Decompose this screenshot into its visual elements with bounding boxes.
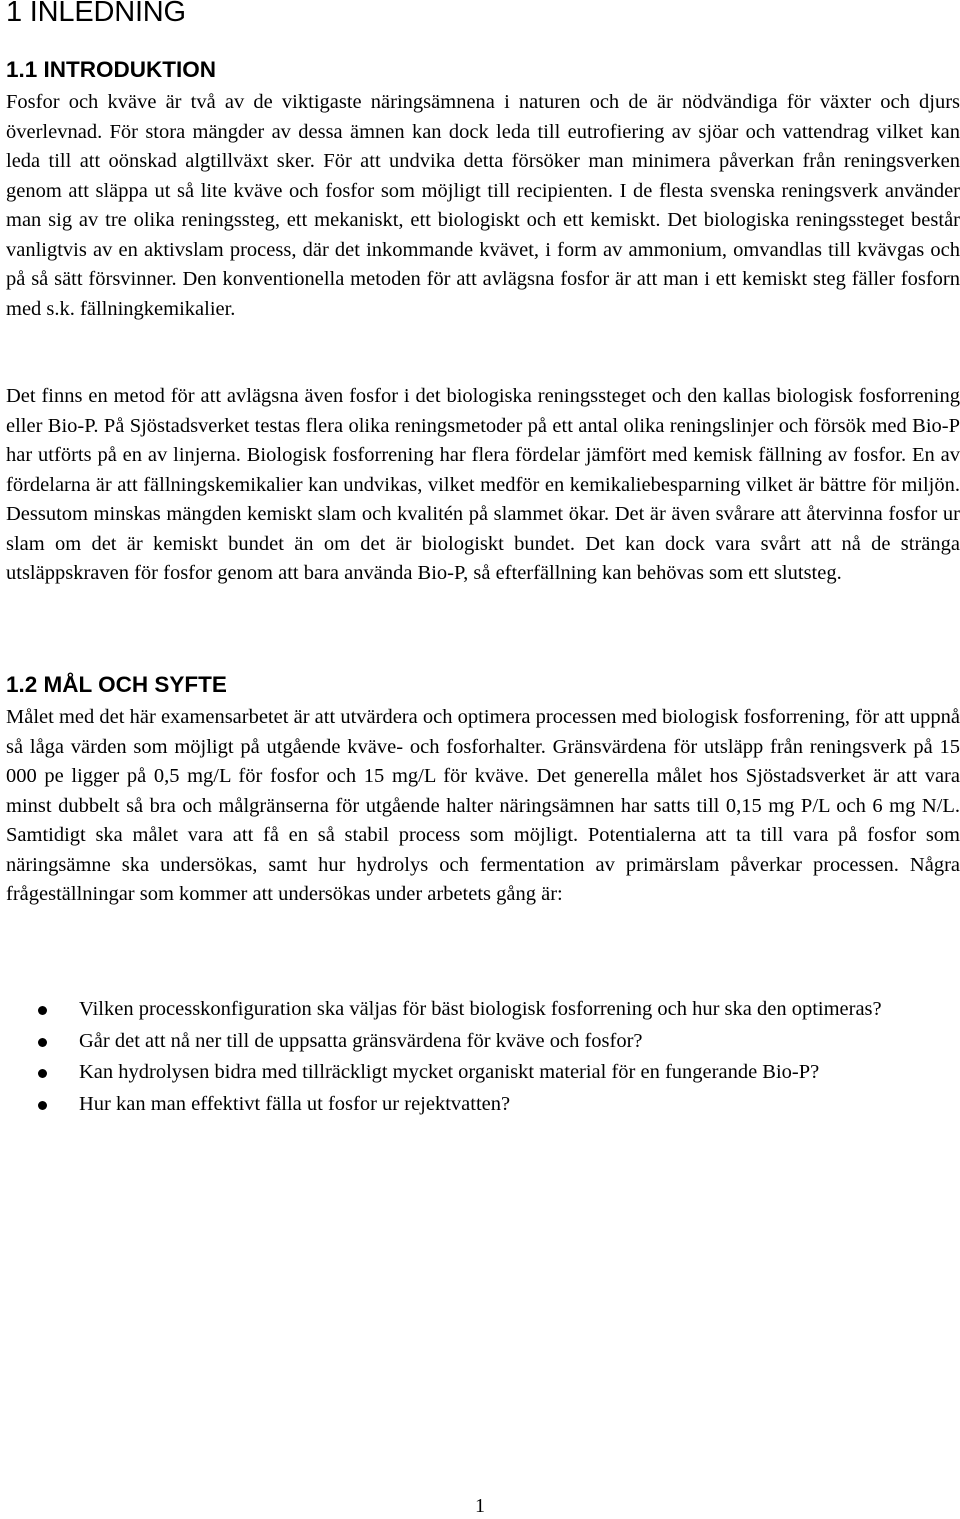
list-item-text: Kan hydrolysen bidra med tillräckligt mycket organiskt material för en fungerande Bio-P? (79, 1061, 820, 1084)
bullet-icon (38, 1038, 47, 1047)
section-heading-goals: 1.2 MÅL OCH SYFTE (6, 672, 227, 697)
intro-paragraph-2: Det finns en metod för att avlägsna även fosfor i det biologiska reningssteget och den kallas biologisk fosforrening eller Bio-P. På Sjöstadsverket testas flera olika reningsmetoder på ett antal olika reningslinjer och försök med Bio-P har utförts på en av linjerna. Biologisk fosforrening har flera fördelar jämfört med kemisk fällning av fosfor. En av fördelarna är att fällningskemikalier kan undvikas, vilket medför en kemikaliebesparning vilket är bättre för miljön. Dessutom minskas mängden kemiskt slam och kvalitén på slammet ökar. Det är även svårare att återvinna fosfor ur slam om det är kemiskt bundet än om det är biologiskt bundet. Det kan dock vara svårt att nå de stränga utsläppskraven för fosfor genom att bara använda Bio-P, så efterfällning kan behövas som ett slutsteg. (6, 385, 960, 585)
section-heading-introduction: 1.1 INTRODUKTION (6, 57, 217, 82)
list-item (0, 1027, 959, 1057)
list-item-text: Går det att nå ner till de uppsatta gränsvärdena för kväve och fosfor? (79, 1029, 643, 1052)
research-questions-list (0, 995, 960, 1121)
chapter-heading: 1 INLEDNING (6, 0, 186, 28)
list-item-text: Hur kan man effektivt fälla ut fosfor ur rejektvatten? (79, 1092, 511, 1115)
goals-paragraph: Målet med det här examensarbetet är att utvärdera och optimera processen med biologisk fosforrening, för att uppnå så låga värden som möjligt på utgående kväve- och fosforhalter. Gränsvärdena för utsläpp från reningsverk på 15 000 pe ligger på 0,5 mg/L för fosfor och 15 mg/L för kväve. Det generella målet hos Sjöstadsverket är att vara minst dubbelt så bra och målgränserna för utgående halter näringsämnen har satts till 0,15 mg P/L och 6 mg N/L. Samtidigt ska målet vara att få en så stabil process som möjligt. Potentialerna att ta till vara på fosfor som näringsämne ska undersökas, samt hur hydrolys och fermentation av primärslam påverkar processen. Några frågeställningar som kommer att undersökas under arbetets gång är: (6, 706, 960, 906)
bullet-icon (38, 1006, 47, 1015)
list-item (0, 1058, 959, 1088)
bullet-icon (38, 1101, 47, 1110)
list-item (0, 995, 959, 1025)
page-number: 1 (475, 1495, 485, 1517)
list-item (0, 1090, 959, 1120)
list-item-text: Vilken processkonfiguration ska väljas för bäst biologisk fosforrening och hur ska den optimeras? (79, 998, 882, 1020)
bullet-icon (38, 1069, 47, 1078)
intro-paragraph-1: Fosfor och kväve är två av de viktigaste näringsämnena i naturen och de är nödvändiga för växter och djurs överlevnad. För stora mängder av dessa ämnen kan dock leda till eutrofiering av sjöar och vattendrag vilket kan leda till att oönskad algtillväxt sker. För att undvika detta försöker man minimera påverkan från reningsverken genom att släppa ut så lite kväve och fosfor som möjligt till recipienten. I de flesta svenska reningsverk använder man sig av tre olika reningssteg, ett mekaniskt, ett biologiskt och ett kemiskt. Det biologiska reningssteget består vanligtvis av en aktivslam process, där det inkommande kvävet, i form av ammonium, omvandlas till kvävgas och på så sätt försvinner. Den konventionella metoden för att avlägsna fosfor är att man i ett kemiskt steg fäller fosforn med s.k. fällningkemikalier. (6, 91, 960, 320)
